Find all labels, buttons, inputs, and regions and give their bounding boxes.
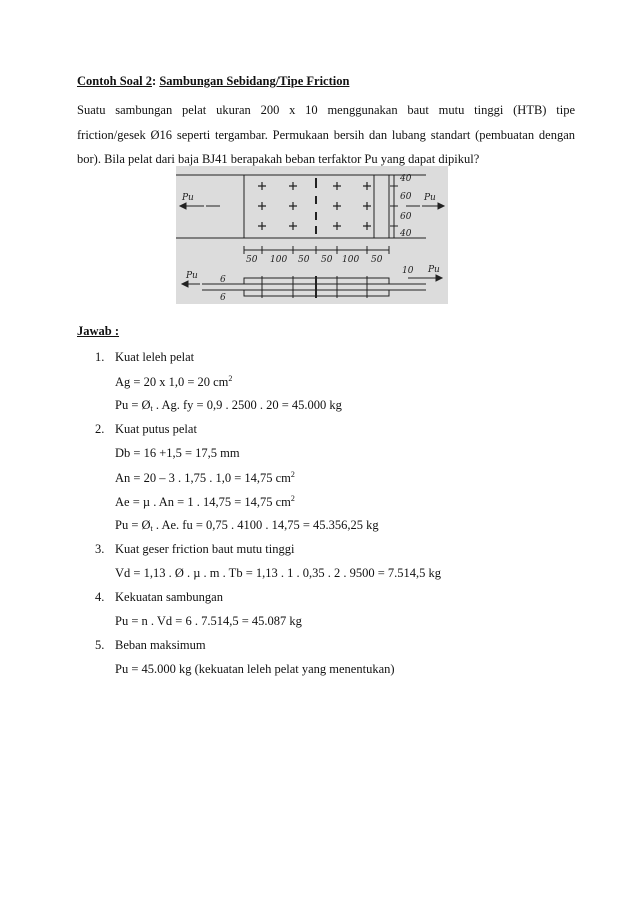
step-heading: Kekuatan sambungan [115, 590, 223, 604]
bolt-mark [333, 202, 341, 210]
dim-label: 50 [298, 255, 310, 265]
document-page: Contoh Soal 2: Sambungan Sebidang/Tipe Friction Suatu sambungan pelat ukuran 200 x 10 menggunakan baut mutu tinggi (HTB) tipe friction/gesek Ø16 seperti tergambar. Permukaan bersih dan lubang standart (pembuatan dengan bor). Bila pelat dari baja BJ41 berapakah beban terfaktor Pu yang dapat dipikul? Pu Pu Pu Pu 40 60 60 40 50 100 50 50 100 50 6 6 10 Jawab : 1. Kuat leleh pelat Ag = 20 x 1,0 = 20 $cm^2$ $Pu = Ø_t$ . Ag. fy = 0,9 . 2500 . 20 = 45.000 kg 2. Kuat putus pelat Db = 16 +1,5 = 17,5 mm An = 20 – 3 . 1,75 . 1,0 = 14,75 $cm^2$ Ae = µ . An = 1 . 14,75 = 14,75 $cm^2$ $Pu = Ø_t$ . Ae. fu = 0,75 . 4100 . 14,75 = 45.356,25 kg 3. Kuat geser friction baut mutu tinggi Vd = 1,13 . Ø . µ . m . Tb = 1,13 . 1 . 0,35 . 2 . 9500 = 7.514,5 kg 4. Kekuatan sambungan Pu = n . Vd = 6 . 7.514,5 = 45.087 kg 5. Beban maksimum Pu = 45.000 kg (kekuatan leleh pelat yang menentukan) [77, 74, 575, 676]
step-heading: Kuat leleh pelat [115, 350, 195, 364]
dim-label: 100 [270, 255, 288, 265]
dim-label: 10 [402, 266, 414, 276]
load-label-right: Pu [424, 193, 436, 203]
bolt-mark [289, 222, 297, 230]
problem-line: bor). Bila pelat dari baja BJ41 berapakah beban terfaktor Pu yang dapat dipikul? [77, 152, 480, 166]
example-topic: Sambungan Sebidang/Tipe Friction [159, 74, 350, 88]
bolt-mark [333, 182, 341, 190]
step-heading: Kuat geser friction baut mutu tinggi [115, 542, 295, 556]
answer-heading: Jawab : [77, 324, 120, 338]
dim-label: 50 [246, 255, 258, 265]
bolt-mark [363, 182, 371, 190]
dim-label: 100 [342, 255, 360, 265]
dim-label: 50 [371, 255, 383, 265]
bolt-pattern [258, 182, 371, 230]
bolt-mark [258, 182, 266, 190]
bolt-mark [289, 202, 297, 210]
step-number: 3. [95, 542, 105, 556]
title-separator: : [152, 74, 160, 88]
dim-label: 6 [220, 293, 226, 303]
problem-line: friction/gesek Ø16 seperti tergambar. Permukaan bersih dan lubang standart (pembuatan dengan [77, 127, 575, 142]
dim-label: 60 [400, 192, 412, 202]
bolt-mark [258, 202, 266, 210]
dim-label: 50 [321, 255, 333, 265]
load-label-left: Pu [182, 193, 194, 203]
dim-label: 40 [400, 174, 412, 184]
dim-label: 60 [400, 212, 412, 222]
problem-line: Suatu sambungan pelat ukuran 200 x 10 menggunakan baut mutu tinggi (HTB) tipe [77, 103, 575, 117]
dim-label: 40 [400, 229, 412, 239]
step-number: 4. [95, 590, 105, 604]
dim-label: 6 [220, 275, 226, 285]
example-title [77, 74, 349, 89]
step-number: 5. [95, 638, 105, 652]
bolt-mark [289, 182, 297, 190]
step-number: 1. [95, 350, 105, 364]
side-view [202, 276, 426, 298]
bolt-mark [258, 222, 266, 230]
step-heading: Kuat putus pelat [115, 422, 197, 436]
bolt-mark [363, 202, 371, 210]
load-label-side: Pu [186, 271, 198, 281]
bolt-mark [363, 222, 371, 230]
bolt-mark [333, 222, 341, 230]
connection-figure [176, 166, 448, 304]
example-number: Contoh Soal 2 [77, 74, 153, 88]
load-label-bottom: Pu [428, 265, 440, 275]
step-number: 2. [95, 422, 105, 436]
step-heading: Beban maksimum [115, 638, 206, 652]
problem-statement [77, 98, 575, 172]
connection-drawing [176, 166, 448, 304]
